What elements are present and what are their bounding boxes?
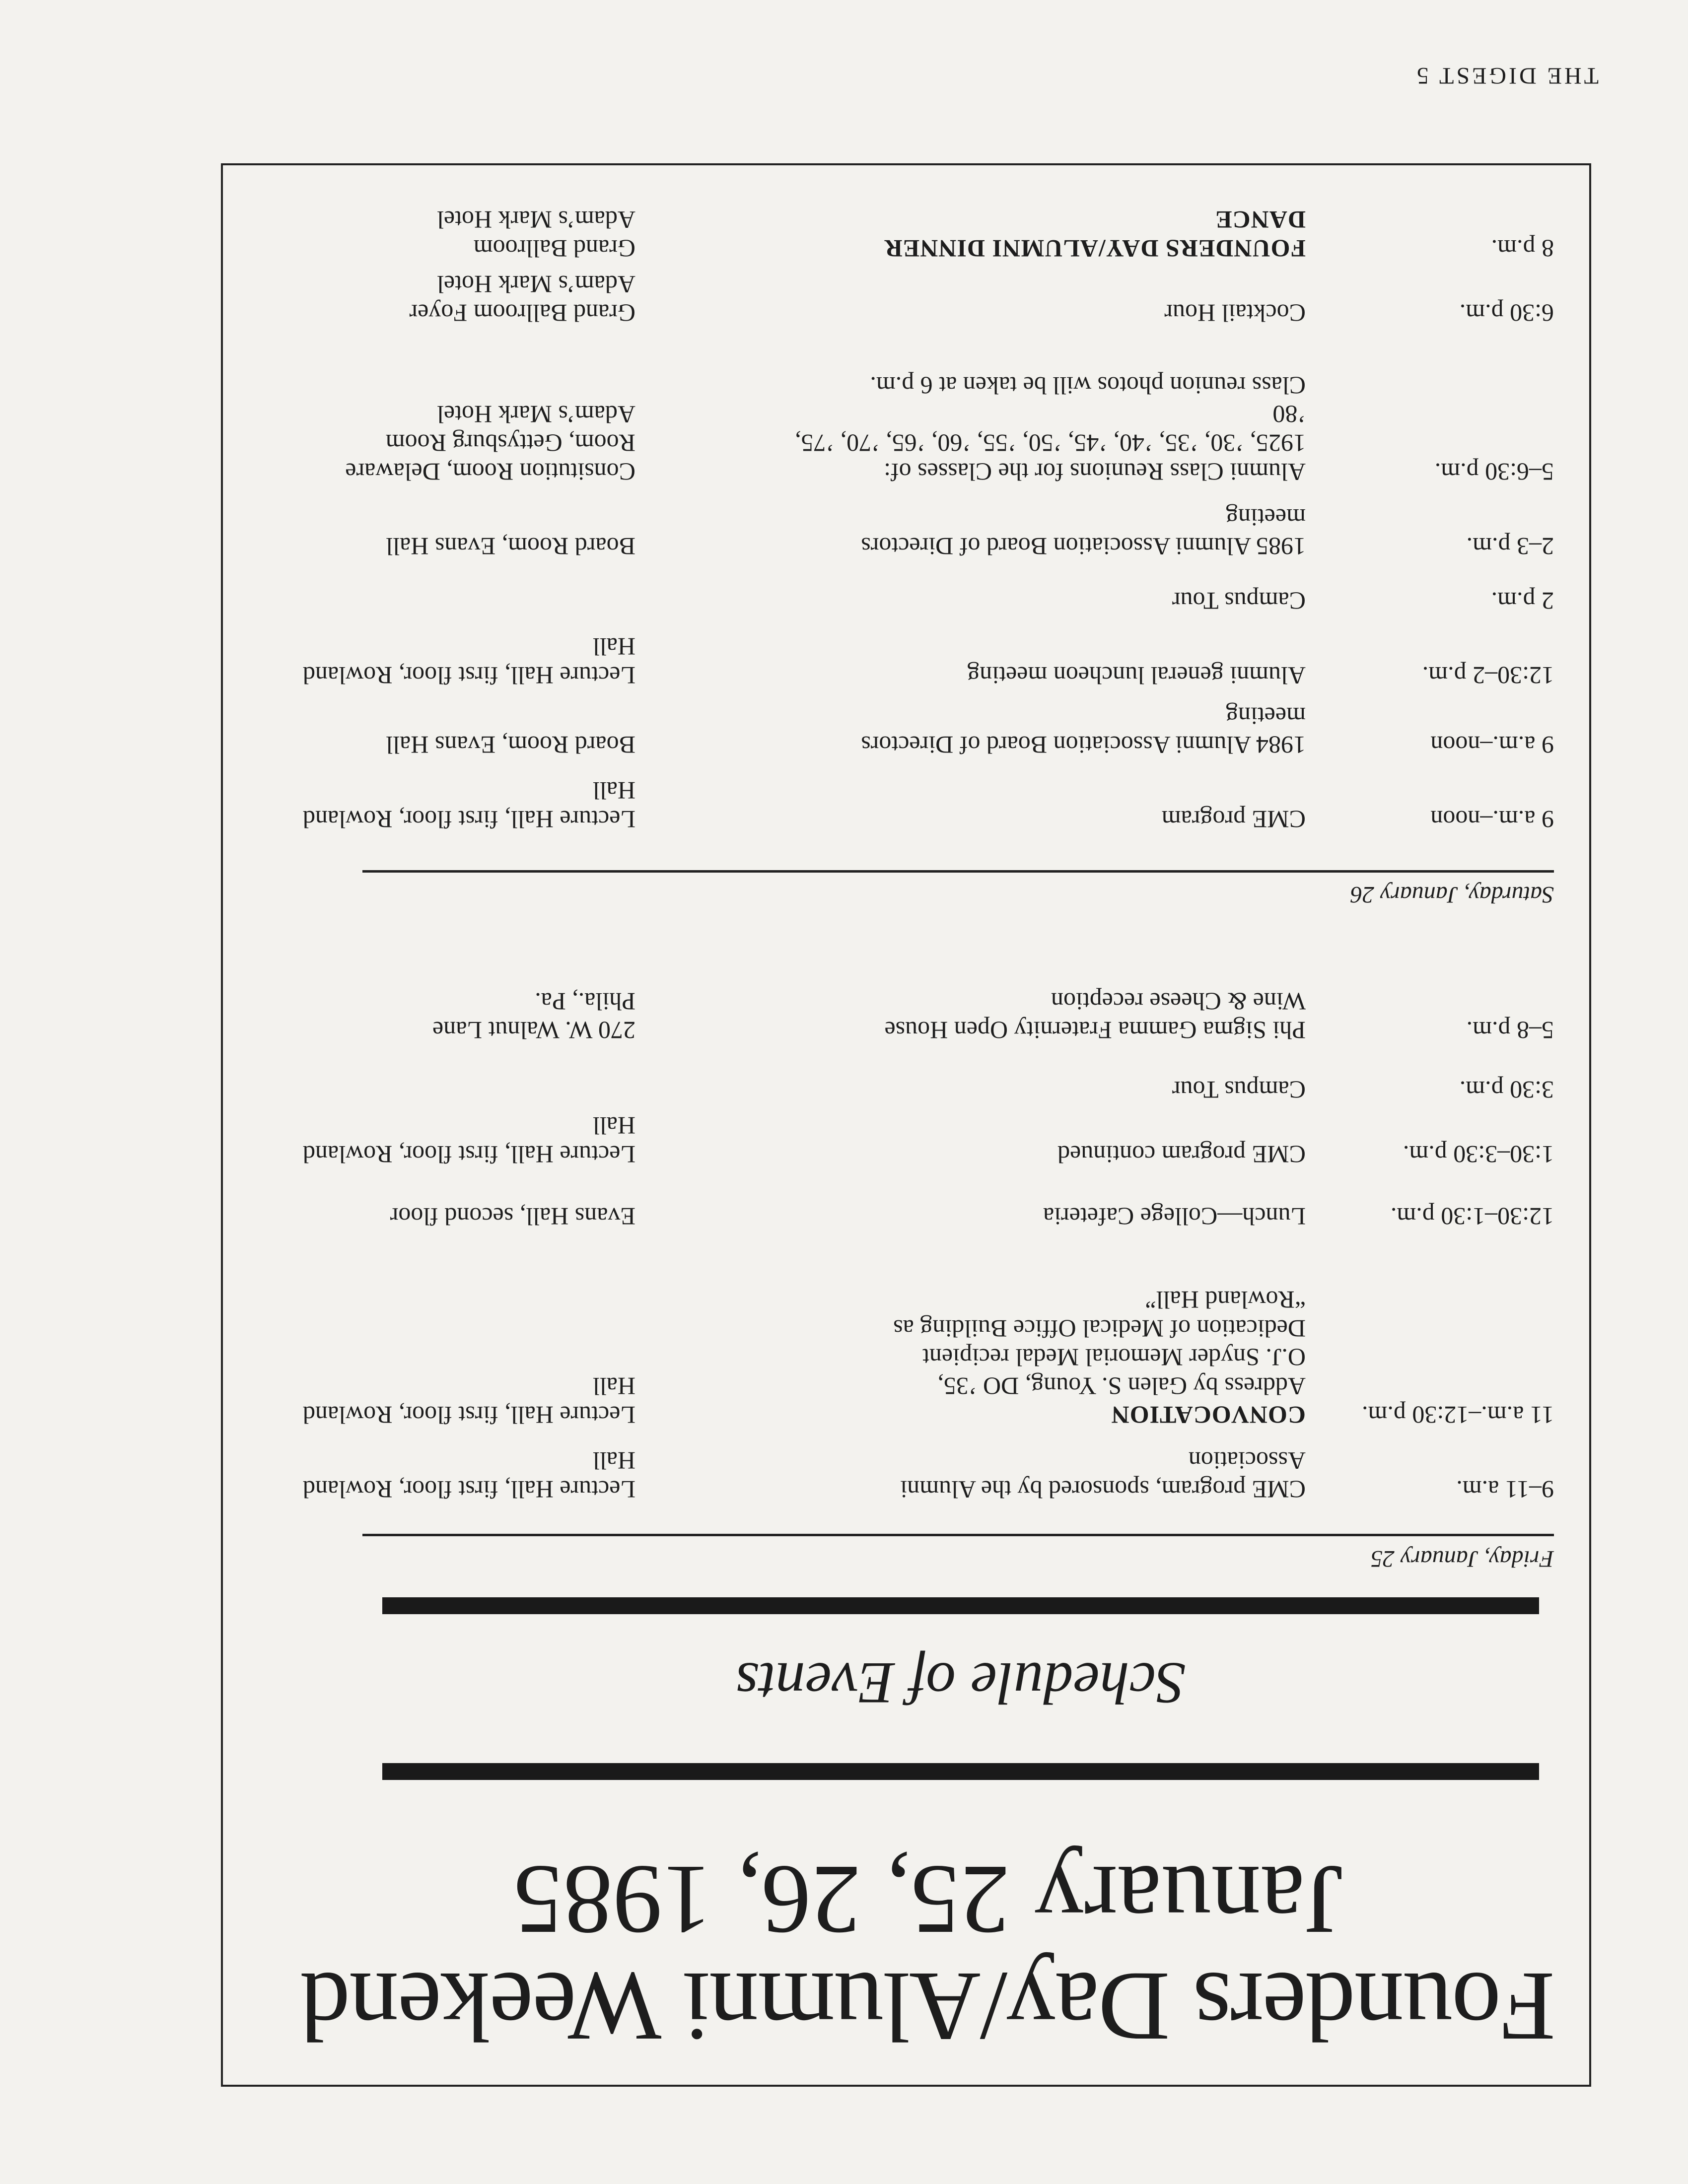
event-location — [302, 1111, 635, 1169]
location-line: Grand Ballroom Foyer — [409, 299, 635, 327]
event-description — [730, 1446, 1306, 1504]
location-line: Hall — [592, 1112, 635, 1140]
event-time: 2 p.m. — [1491, 587, 1554, 615]
event-line: meeting — [1225, 504, 1306, 532]
event-description — [730, 299, 1306, 328]
event-description — [730, 702, 1306, 759]
event-line: Campus Tour — [1172, 1076, 1306, 1104]
event-line: Association — [1188, 1447, 1306, 1475]
location-line: Lecture Hall, first floor, Rowland — [302, 806, 635, 833]
title-block — [298, 1845, 1559, 2061]
event-description — [730, 1140, 1306, 1169]
event-line: Dedication of Medical Office Building as — [893, 1315, 1306, 1343]
event-time: 12:30–1:30 p.m. — [1390, 1203, 1554, 1230]
event-time: 8 p.m. — [1491, 235, 1554, 263]
event-line: Class reunion photos will be taken at 6 p.m. — [870, 372, 1306, 400]
event-time: 11 a.m.–12:30 p.m. — [1361, 1401, 1554, 1429]
event-line: Lunch—College Cafeteria — [1043, 1203, 1306, 1230]
event-time: 3:30 p.m. — [1459, 1076, 1554, 1104]
location-line: Hall — [592, 1447, 635, 1475]
event-line: CME program, sponsored by the Alumni — [900, 1476, 1306, 1503]
location-line: Room, Gettysburg Room — [385, 429, 635, 457]
event-time: 9 a.m.–noon — [1430, 731, 1554, 759]
event-description — [730, 205, 1306, 263]
location-line: Adam’s Mark Hotel — [437, 206, 635, 234]
location-line: Board Room, Evans Hall — [386, 533, 635, 560]
event-location — [302, 1372, 635, 1430]
event-line: Alumni general luncheon meeting — [967, 662, 1306, 689]
page-title: Founders Day/Alumni Weekend — [301, 1952, 1555, 2061]
event-time: 5–6:30 p.m. — [1434, 458, 1554, 486]
event-location — [328, 987, 635, 1045]
location-line: 270 W. Walnut Lane — [432, 1017, 635, 1044]
event-time: 12:30–2 p.m. — [1422, 662, 1554, 689]
location-line: Grand Ballroom — [473, 235, 635, 263]
location-line: Adam’s Mark Hotel — [437, 401, 635, 428]
event-time: 5–8 p.m. — [1466, 1017, 1554, 1044]
event-line: ’80 — [1272, 401, 1306, 428]
event-time: 9 a.m.–noon — [1430, 806, 1554, 833]
event-line: DANCE — [1215, 206, 1306, 234]
event-location — [328, 270, 635, 328]
event-location — [328, 1202, 635, 1231]
location-line: Board Room, Evans Hall — [386, 731, 635, 759]
event-line: Cocktail Hour — [1164, 299, 1306, 327]
running-head: THE DIGEST 5 — [1414, 63, 1599, 89]
location-line: Lecture Hall, first floor, Rowland — [302, 662, 635, 689]
event-line: Campus Tour — [1172, 587, 1306, 615]
event-location — [302, 632, 635, 690]
event-time: 1:30–3:30 p.m. — [1403, 1141, 1554, 1168]
event-time: 6:30 p.m. — [1459, 299, 1554, 327]
location-line: Lecture Hall, first floor, Rowland — [302, 1401, 635, 1429]
location-line: Consitution Room, Delaware — [345, 458, 635, 486]
event-line: 1984 Alumni Association Board of Directors — [861, 731, 1306, 759]
event-line: meeting — [1225, 702, 1306, 730]
event-description — [730, 805, 1306, 834]
event-line: 1985 Alumni Association Board of Directors — [861, 533, 1306, 560]
event-location — [328, 400, 635, 486]
event-line: “Rowland Hall” — [1145, 1286, 1306, 1314]
event-location — [328, 731, 635, 759]
location-line: Evans Hall, second floor — [390, 1203, 635, 1230]
event-line: 1925, ’30, ’35, ’40, ’45, ’50, ’55, ’60, ’65, ’70, ’75, — [794, 429, 1306, 457]
event-line: Alumni Class Reunions for the Classes of: — [884, 458, 1306, 486]
subtitle: Schedule of Events — [735, 1650, 1186, 1716]
page-title-dates: January 25, 26, 1985 — [513, 1845, 1343, 1955]
event-line: Phi Sigma Gamma Fraternity Open House — [884, 1017, 1306, 1044]
event-description — [730, 1286, 1306, 1430]
event-line: CME program — [1161, 806, 1306, 833]
saturday-heading: Saturday, January 26 — [1350, 882, 1554, 908]
location-line: Hall — [592, 633, 635, 661]
location-line: Adam’s Mark Hotel — [437, 271, 635, 298]
event-line: O.J. Snyder Memorial Medal recipient — [922, 1344, 1306, 1371]
location-line: Phila., Pa. — [535, 988, 635, 1016]
event-location — [328, 532, 635, 561]
event-description — [730, 587, 1306, 615]
title-divider-top — [382, 1763, 1539, 1780]
saturday-rule — [362, 870, 1554, 873]
event-description — [730, 1076, 1306, 1104]
event-line: CME program continued — [1057, 1141, 1306, 1168]
event-location — [302, 1446, 635, 1504]
event-line: Address by Galen S. Young, DO ’35, — [937, 1372, 1306, 1400]
friday-rule — [362, 1534, 1554, 1536]
event-description — [730, 371, 1306, 486]
title-divider-bottom — [382, 1597, 1539, 1614]
event-time: 9–11 a.m. — [1456, 1476, 1554, 1503]
location-line: Lecture Hall, first floor, Rowland — [302, 1476, 635, 1503]
location-line: Hall — [592, 777, 635, 805]
event-line: Wine & Cheese reception — [1051, 988, 1306, 1016]
location-line: Lecture Hall, first floor, Rowland — [302, 1141, 635, 1168]
event-description — [730, 661, 1306, 690]
event-location — [328, 205, 635, 263]
event-description — [730, 987, 1306, 1045]
event-time: 2–3 p.m. — [1466, 533, 1554, 560]
event-location — [302, 776, 635, 834]
event-heading: FOUNDERS DAY/ALUMNI DINNER — [884, 235, 1306, 263]
location-line: Hall — [592, 1372, 635, 1400]
event-heading: CONVOCATION — [1111, 1401, 1306, 1429]
event-description — [730, 503, 1306, 561]
friday-heading: Friday, January 25 — [1370, 1546, 1554, 1572]
event-description — [730, 1202, 1306, 1231]
